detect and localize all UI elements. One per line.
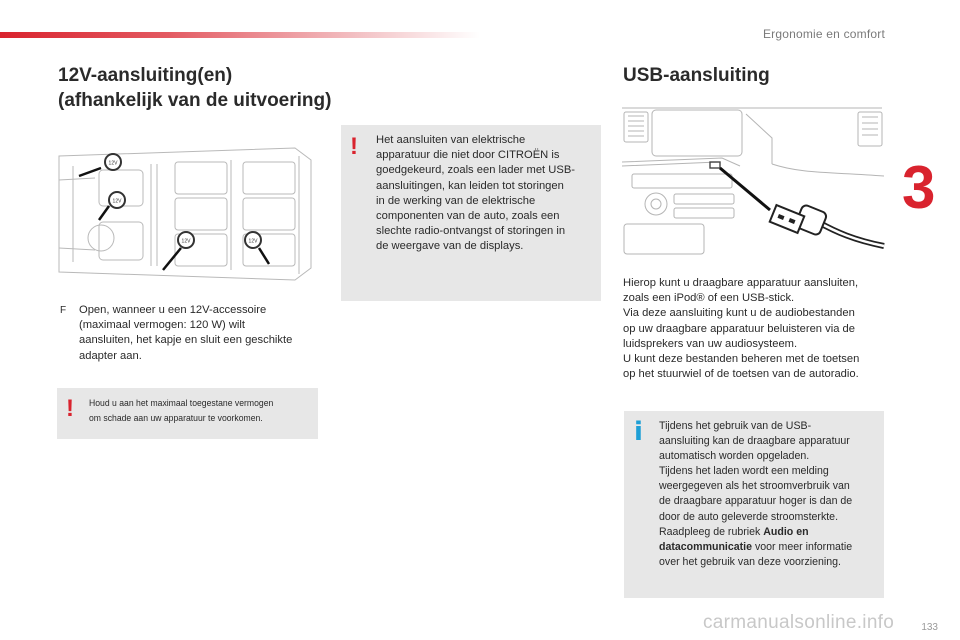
watermark-text: carmanualsonline.info xyxy=(703,612,895,633)
bullet-marker: F xyxy=(60,305,67,316)
usb-description: Hierop kunt u draagbare apparatuur aansluiten, zoals een iPod® of een USB-stick. Via deze aansluiting kunt u de audiobestanden op uw draagbare apparatuur beluisteren via de luidsprekers van uw audiosysteem. U kunt deze bestanden beheren met de toetsen op het stuurwiel of de toetsen van de autoradio. xyxy=(623,277,860,381)
usb-dashboard-illustration xyxy=(622,104,886,264)
svg-text:12V: 12V xyxy=(248,238,258,245)
warning-box-power xyxy=(57,388,318,439)
svg-text:12V: 12V xyxy=(112,198,122,205)
van-interior-illustration xyxy=(55,140,317,286)
header-accent-bar xyxy=(0,32,480,38)
title-12v-line1: 12V-aansluiting(en) xyxy=(58,65,233,86)
svg-text:12V: 12V xyxy=(181,238,191,245)
instruction-text: Open, wanneer u een 12V-accessoire (maximaal vermogen: 120 W) wilt aansluiten, het kapje en sluit een geschikte adapter aan. xyxy=(79,304,293,362)
title-12v-line2: (afhankelijk van de uitvoering) xyxy=(58,90,332,111)
warning-text-power: Houd u aan het maximaal toegestane vermogen om schade aan uw apparatuur te voorkomen. xyxy=(89,398,274,424)
warning-text-electrical: Het aansluiten van elektrische apparatuur die niet door CITROËN is goedgekeurd, zoals een lader met USB- aansluitingen, kan leiden tot storingen in de werking van de elektrische componenten van de auto, zoals een slechte radio-ontvangst of storingen in de weergave van de displays. xyxy=(376,134,576,253)
info-box-usb-charging xyxy=(624,411,884,598)
ref-datacommunicatie: datacommunicatie xyxy=(659,540,753,553)
12v-socket-icon xyxy=(105,154,261,248)
warning-box-electrical xyxy=(341,125,601,301)
warning-icon: ! xyxy=(66,395,74,422)
info-text-usb: Tijdens het gebruik van de USB- aansluiting kan de draagbare apparatuur automatisch worden opgeladen. Tijdens het laden wordt een melding weergegeven als het stroomverbruik van de draagbare apparatuur hoger is dan de door de auto geleverde stroomsterkte. Raadpleeg de rubriek Audio en datacommunicatie voor meer informatie over het gebruik van deze voorziening. xyxy=(659,420,853,568)
page-number: 133 xyxy=(921,622,938,633)
usb-plug-icon xyxy=(720,168,884,246)
section-name: Ergonomie en comfort xyxy=(762,27,885,41)
title-usb: USB-aansluiting xyxy=(623,65,770,86)
ref-audio-heading: Audio en xyxy=(763,525,809,538)
chapter-number: 3 xyxy=(902,154,936,221)
warning-icon: ! xyxy=(350,133,358,160)
info-icon: i xyxy=(634,417,643,447)
svg-text:12V: 12V xyxy=(108,160,118,167)
